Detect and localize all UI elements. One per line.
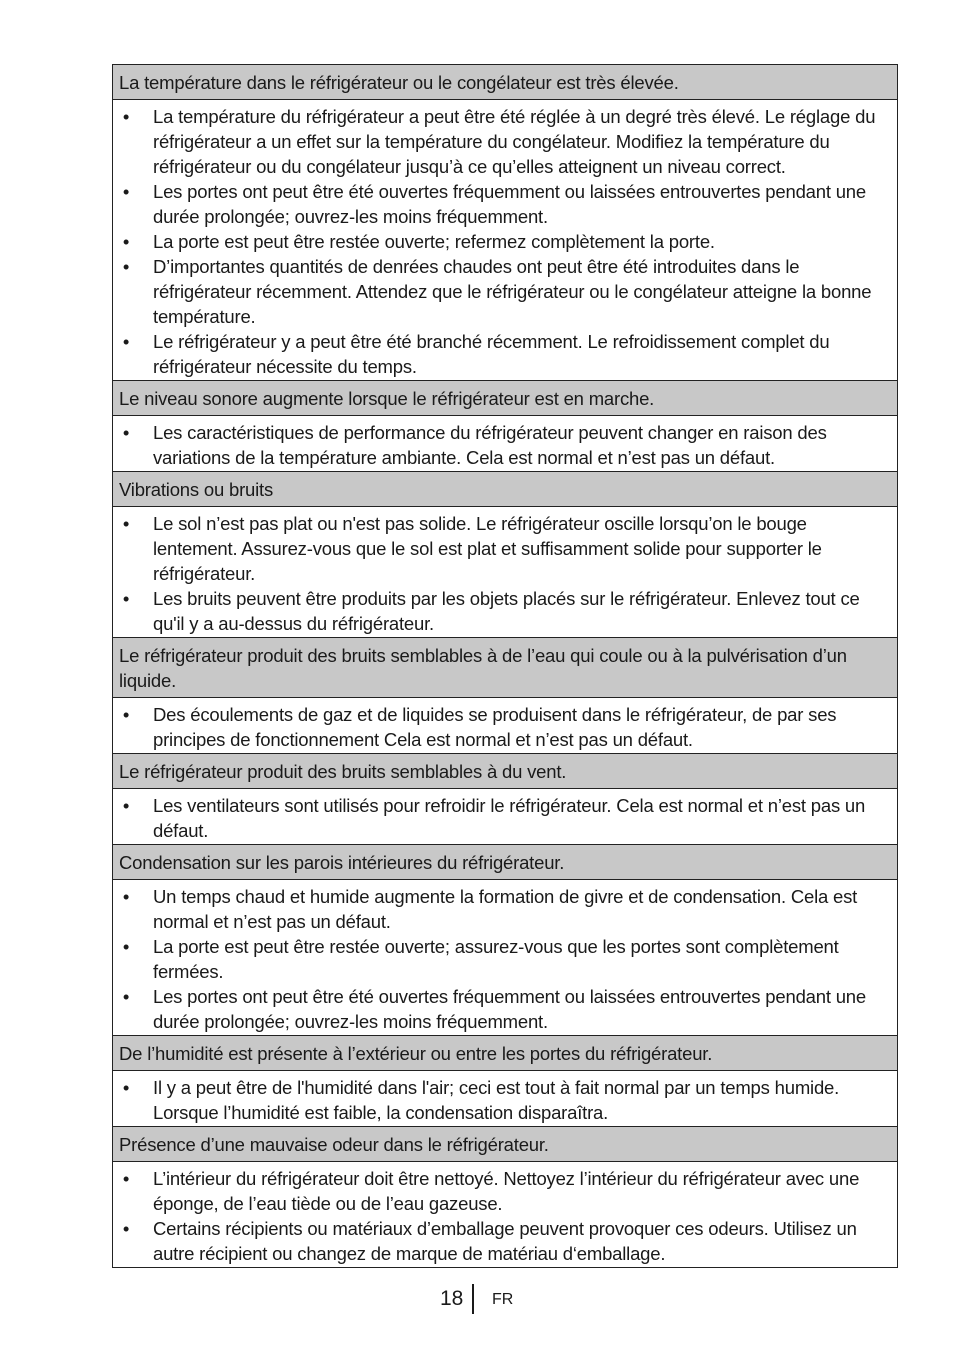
list-item-text: L’intérieur du réfrigérateur doit être nettoyé. Nettoyez l’intérieur du réfrigérateur avec une éponge, de l’eau tiède ou de l’eau gazeuse. <box>153 1168 860 1214</box>
bullet-list <box>113 1075 893 1125</box>
list-item <box>113 884 893 934</box>
section-body <box>112 880 898 1036</box>
bullet-icon: • <box>122 331 130 352</box>
section-header: La température dans le réfrigérateur ou le congélateur est très élevée. <box>112 65 898 100</box>
page-footer <box>0 1284 954 1314</box>
list-item-text: Il y a peut être de l'humidité dans l'air; ceci est tout à fait normal par un temps humide. Lorsque l’humidité est faible, la condensation disparaîtra. <box>153 1077 840 1123</box>
list-item-text: Le réfrigérateur y a peut être été branché récemment. Le refroidissement complet du réfrigérateur nécessite du temps. <box>153 331 830 377</box>
list-item-text: Le sol n’est pas plat ou n'est pas solide. Le réfrigérateur oscille lorsqu’on le bouge lentement. Assurez-vous que le sol est plat et suffisamment solide pour supporter le réfrigérateur. <box>153 513 822 584</box>
list-item <box>113 702 893 752</box>
section-body <box>112 507 898 638</box>
list-item <box>113 104 893 179</box>
section-header: Le niveau sonore augmente lorsque le réfrigérateur est en marche. <box>112 381 898 416</box>
list-item <box>113 934 893 984</box>
bullet-icon: • <box>122 181 130 202</box>
troubleshooting-table <box>112 64 898 1268</box>
list-item <box>113 511 893 586</box>
list-item <box>113 1166 893 1216</box>
list-item-text: Les bruits peuvent être produits par les objets placés sur le réfrigérateur. Enlevez tout ce qu'il y a au-dessus du réfrigérateur. <box>153 588 860 634</box>
language-code: FR <box>492 1291 514 1308</box>
bullet-icon: • <box>122 986 130 1007</box>
list-item-text: Un temps chaud et humide augmente la formation de givre et de condensation. Cela est normal et n’est pas un défaut. <box>153 886 858 932</box>
section-header: Condensation sur les parois intérieures du réfrigérateur. <box>112 845 898 880</box>
list-item-text: Des écoulements de gaz et de liquides se produisent dans le réfrigérateur, de par ses principes de fonctionnement Cela est normal et n’est pas un défaut. <box>153 704 837 750</box>
section-body <box>112 1071 898 1127</box>
list-item <box>113 793 893 843</box>
bullet-list <box>113 511 893 636</box>
bullet-list <box>113 793 893 843</box>
section-body <box>112 789 898 845</box>
bullet-icon: • <box>122 513 130 534</box>
bullet-icon: • <box>122 936 130 957</box>
section-header: Le réfrigérateur produit des bruits semblables à du vent. <box>112 754 898 789</box>
list-item-text: Les ventilateurs sont utilisés pour refroidir le réfrigérateur. Cela est normal et n’est pas un défaut. <box>153 795 866 841</box>
bullet-icon: • <box>122 795 130 816</box>
bullet-icon: • <box>122 256 130 277</box>
section-header: De l’humidité est présente à l’extérieur ou entre les portes du réfrigérateur. <box>112 1036 898 1071</box>
list-item-text: La température du réfrigérateur a peut être été réglée à un degré très élevé. Le réglage du réfrigérateur a un effet sur la température du congélateur. Modifiez la température du réfrigérateur ou du congélateur jusqu’à ce qu’elles atteignent un niveau correct. <box>153 106 876 177</box>
bullet-icon: • <box>122 1168 130 1189</box>
footer-divider <box>472 1284 474 1314</box>
list-item <box>113 179 893 229</box>
section-body <box>112 416 898 472</box>
list-item-text: Les caractéristiques de performance du réfrigérateur peuvent changer en raison des variations de la température ambiante. Cela est normal et n’est pas un défaut. <box>153 422 827 468</box>
bullet-icon: • <box>122 422 130 443</box>
bullet-icon: • <box>122 1218 130 1239</box>
bullet-icon: • <box>122 1077 130 1098</box>
bullet-icon: • <box>122 704 130 725</box>
list-item <box>113 1216 893 1266</box>
bullet-icon: • <box>122 231 130 252</box>
list-item <box>113 586 893 636</box>
list-item-text: Certains récipients ou matériaux d’emballage peuvent provoquer ces odeurs. Utilisez un autre récipient ou changez de marque de matériau d‘emballage. <box>153 1218 857 1264</box>
list-item-text: Les portes ont peut être été ouvertes fréquemment ou laissées entrouvertes pendant une durée prolongée; ouvrez-les moins fréquemment. <box>153 986 866 1032</box>
list-item-text: D’importantes quantités de denrées chaudes ont peut être été introduites dans le réfrigérateur récemment. Attendez que le réfrigérateur ou le congélateur atteigne la bonne température. <box>153 256 872 327</box>
bullet-list <box>113 884 893 1034</box>
list-item-text: Les portes ont peut être été ouvertes fréquemment ou laissées entrouvertes pendant une durée prolongée; ouvrez-les moins fréquemment. <box>153 181 866 227</box>
list-item <box>113 254 893 329</box>
list-item <box>113 1075 893 1125</box>
bullet-icon: • <box>122 886 130 907</box>
page-number: 18 <box>440 1287 464 1310</box>
section-body <box>112 1162 898 1268</box>
list-item <box>113 420 893 470</box>
list-item-text: La porte est peut être restée ouverte; assurez-vous que les portes sont complètement fermées. <box>153 936 839 982</box>
bullet-icon: • <box>122 588 130 609</box>
bullet-list <box>113 104 893 379</box>
bullet-icon: • <box>122 106 130 127</box>
list-item-text: La porte est peut être restée ouverte; refermez complètement la porte. <box>153 231 715 252</box>
section-body <box>112 698 898 754</box>
bullet-list <box>113 420 893 470</box>
section-header: Présence d’une mauvaise odeur dans le réfrigérateur. <box>112 1127 898 1162</box>
section-body <box>112 100 898 381</box>
list-item <box>113 329 893 379</box>
section-header: Le réfrigérateur produit des bruits semblables à de l’eau qui coule ou à la pulvérisation d’un liquide. <box>112 638 898 698</box>
list-item <box>113 984 893 1034</box>
section-header: Vibrations ou bruits <box>112 472 898 507</box>
list-item <box>113 229 893 254</box>
bullet-list <box>113 702 893 752</box>
bullet-list <box>113 1166 893 1266</box>
